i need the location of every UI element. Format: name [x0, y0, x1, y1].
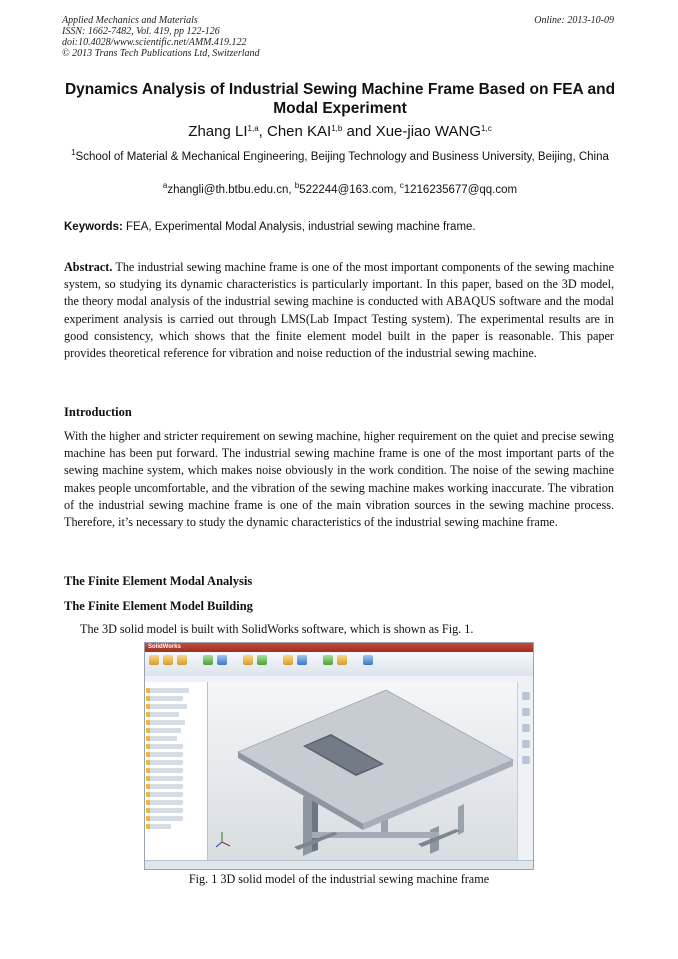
- affiliation-text: School of Material & Mechanical Engineering, Beijing Technology and Business University, Beijing, China: [75, 151, 609, 163]
- author-name: Zhang LI: [188, 123, 248, 140]
- author-name: Chen KAI: [266, 123, 332, 140]
- issn-line: ISSN: 1662-7482, Vol. 419, pp 122-126: [62, 26, 220, 37]
- frame-leg-rear-right: [458, 804, 464, 835]
- email-mark: b: [294, 181, 300, 190]
- figure-1-caption: Fig. 1 3D solid model of the industrial sewing machine frame: [188, 872, 490, 886]
- journal-name: Applied Mechanics and Materials: [62, 15, 198, 26]
- toolbar-icon: [257, 655, 267, 665]
- email-mark: a: [162, 181, 168, 190]
- author-name: Xue-jiao WANG: [375, 123, 482, 140]
- solidworks-titlebar: [145, 643, 533, 652]
- model-building-text: The 3D solid model is built with SolidWorks software, which is shown as Fig. 1.: [80, 622, 474, 636]
- author-affil-mark: 1,a: [247, 124, 259, 133]
- toolbar-icon: [177, 655, 187, 665]
- tree-item: [149, 800, 183, 805]
- graphics-viewport: [208, 682, 517, 860]
- doi-line[interactable]: doi:10.4028/www.scientific.net/AMM.419.122: [62, 37, 247, 48]
- task-pane-icon: [522, 708, 530, 716]
- toolbar-icon: [163, 655, 173, 665]
- keywords-label: Keywords:: [64, 221, 123, 233]
- email-address[interactable]: zhangli@th.btbu.edu.cn: [167, 184, 289, 196]
- toolbar-icon: [363, 655, 373, 665]
- affiliation-mark: 1: [71, 148, 76, 157]
- toolbar-icon: [149, 655, 159, 665]
- tree-item: [149, 744, 183, 749]
- abstract-text: The industrial sewing machine frame is one of the most important components of the sewing machine system, so studying its dynamic characteristics is particularly important. In this paper, based on the 3D model, the theory modal analysis of the industrial sewing machine is conducted with ABAQUS software and the modal experiment analysis is carried out through LMS(Lab Impact Testing system). The experimental results are in good consistency, which shows that the finite element model built in the paper is reasonable. This paper provides theoretical reference for vibration and noise reduction of the industrial sewing machine.: [64, 260, 614, 361]
- author-affil-mark: 1,b: [331, 124, 343, 133]
- abstract-label: Abstract.: [64, 260, 113, 274]
- tree-item: [149, 728, 181, 733]
- keywords: [64, 221, 620, 233]
- author-emails: $^a$zhangli@th.btbu.edu.cn, $^b$522244@163.com, $^c$1216235677@qq.com: [162, 181, 518, 196]
- tree-item: [149, 696, 183, 701]
- solidworks-ribbon-toolbar: [145, 652, 533, 677]
- keywords-text: FEA, Experimental Modal Analysis, industrial sewing machine frame.: [126, 221, 476, 233]
- author-affil-mark: 1,c: [481, 124, 492, 133]
- author-and: and: [342, 123, 376, 140]
- online-date: Online: 2013-10-09: [534, 15, 614, 26]
- tree-item: [149, 816, 183, 821]
- tree-item: [149, 808, 183, 813]
- subsection-heading-fe-model-building: The Finite Element Model Building: [64, 599, 253, 613]
- section-heading-fe-modal-analysis: The Finite Element Modal Analysis: [64, 574, 253, 588]
- tree-item: [149, 704, 187, 709]
- email-address[interactable]: 1216235677@qq.com: [403, 184, 518, 196]
- journal-info: [62, 15, 260, 59]
- toolbar-icon: [297, 655, 307, 665]
- affiliation: [60, 150, 620, 164]
- author-separator: ,: [258, 123, 267, 140]
- tree-item: [149, 760, 183, 765]
- copyright-line: © 2013 Trans Tech Publications Ltd, Switzerland: [62, 48, 260, 59]
- task-pane-icon: [522, 756, 530, 764]
- tree-item: [149, 752, 183, 757]
- axis-z-icon: [216, 842, 222, 847]
- tree-item: [149, 720, 185, 725]
- email-address[interactable]: 522244@163.com: [299, 184, 394, 196]
- feature-manager-tree: [145, 682, 208, 860]
- abstract: [64, 259, 614, 362]
- task-pane-icon: [522, 692, 530, 700]
- tree-item: [149, 776, 183, 781]
- toolbar-icon: [323, 655, 333, 665]
- tree-item: [149, 712, 179, 717]
- tree-item: [149, 736, 177, 741]
- paper-title: Dynamics Analysis of Industrial Sewing Machine Frame Based on FEA and Modal Experiment: [64, 81, 616, 117]
- table-top: [238, 690, 513, 824]
- tree-item: [149, 688, 189, 693]
- section-heading-introduction: Introduction: [64, 405, 132, 419]
- tree-item: [149, 792, 183, 797]
- toolbar-icon: [217, 655, 227, 665]
- axis-x-icon: [222, 842, 230, 846]
- task-pane: [517, 682, 534, 860]
- solidworks-statusbar: [145, 860, 533, 870]
- task-pane-icon: [522, 740, 530, 748]
- tree-item: [149, 824, 171, 829]
- toolbar-icon: [337, 655, 347, 665]
- figure-1-solidworks-screenshot: [144, 642, 534, 870]
- email-mark: c: [399, 181, 404, 190]
- toolbar-icon: [283, 655, 293, 665]
- author-line: [60, 123, 620, 140]
- toolbar-icon: [203, 655, 213, 665]
- task-pane-icon: [522, 724, 530, 732]
- introduction-text: With the higher and stricter requirement on sewing machine, higher requirement on the quiet and precise sewing machine has been put forward. The industrial sewing machine frame is one of the most important parts of the sewing machine system, which makes noise obviously in the work condition. The noise of the sewing machine makes people uncomfortable, and the vibration of the sewing machine makes working inaccurate. The vibration of the industrial sewing machine frame is one of the main vibration sources in the sewing machine process. Therefore, it’s necessary to study the dynamic characteristics of the industrial sewing machine frame.: [64, 429, 614, 530]
- solidworks-logo: SolidWorks: [148, 644, 181, 650]
- sewing-machine-frame-model: [208, 682, 517, 860]
- tree-item: [149, 768, 183, 773]
- toolbar-icon: [243, 655, 253, 665]
- tree-item: [149, 784, 183, 789]
